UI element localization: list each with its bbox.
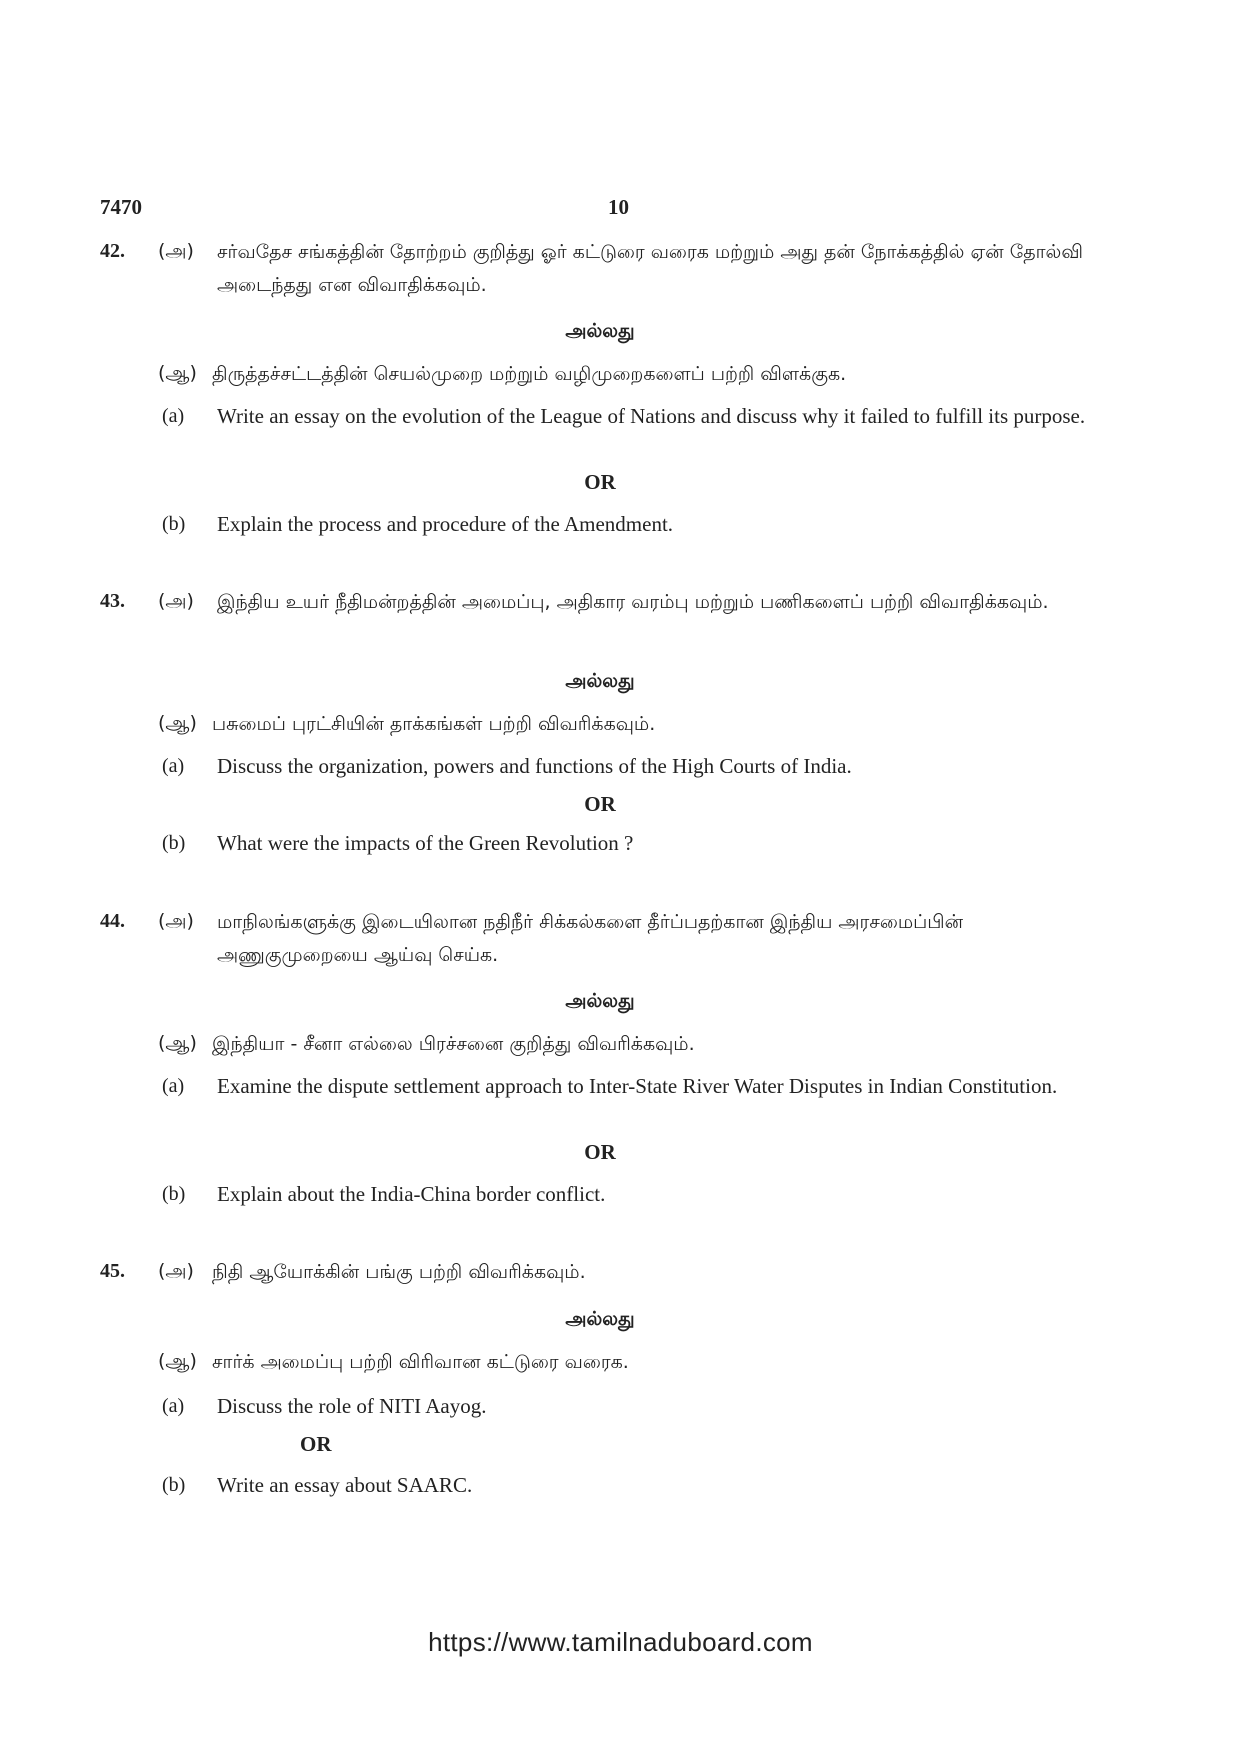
tamil-b-label: (ஆ) [158,362,197,384]
tamil-a-label: (அ) [158,590,194,612]
or-tamil: அல்லது [565,1308,635,1330]
or-english: OR [584,470,616,494]
tamil-b-label: (ஆ) [158,1350,197,1372]
english-a-label: (a) [162,755,185,777]
footer-website-url[interactable]: https://www.tamilnaduboard.com [428,1627,813,1657]
tamil-a-label: (அ) [158,910,194,932]
english-a-label: (a) [162,1075,185,1097]
tamil-b-text: சார்க் அமைப்பு பற்றி விரிவான கட்டுரை வரைக. [212,1351,629,1373]
question-number: 44. [100,910,125,932]
page-header [100,195,1100,225]
question-number: 45. [100,1260,125,1282]
english-a-text: Discuss the role of NITI Aayog. [217,1394,487,1418]
or-english: OR [584,792,616,816]
page-number: 10 [608,195,629,219]
question-45 [100,1260,1100,1510]
english-b-text: What were the impacts of the Green Revolution ? [217,831,634,855]
english-b-text: Explain about the India-China border conflict. [217,1182,606,1206]
or-english: OR [300,1432,332,1456]
tamil-b-label: (ஆ) [158,1032,197,1054]
paper-code: 7470 [100,195,142,219]
question-42 [100,240,1100,540]
english-b-text: Write an essay about SAARC. [217,1473,473,1497]
tamil-b-text: இந்தியா - சீனா எல்லை பிரச்சனை குறித்து விவரிக்கவும். [212,1033,695,1055]
question-number: 42. [100,240,125,262]
english-a-text: Write an essay on the evolution of the League of Nations and discuss why it failed to fulfill its purpose. [217,404,1086,428]
or-tamil: அல்லது [565,670,635,692]
english-b-label: (b) [162,832,186,854]
tamil-a-label: (அ) [158,240,194,262]
or-tamil: அல்லது [565,990,635,1012]
tamil-b-text: திருத்தச்சட்டத்தின் செயல்முறை மற்றும் வழிமுறைகளைப் பற்றி விளக்குக. [212,363,847,385]
tamil-a-text: இந்திய உயர் நீதிமன்றத்தின் அமைப்பு, அதிகார வரம்பு மற்றும் பணிகளைப் பற்றி விவாதிக்கவும். [217,591,1049,613]
tamil-b-label: (ஆ) [158,712,197,734]
tamil-a-text: சர்வதேச சங்கத்தின் தோற்றம் குறித்து ஓர் கட்டுரை வரைக மற்றும் அது தன் நோக்கத்தில் ஏன் தோல்வி அடைந்தது என விவாதிக்கவும். [217,241,1083,296]
english-a-text: Examine the dispute settlement approach to Inter-State River Water Disputes in Indian Constitution. [217,1074,1058,1098]
tamil-a-text: மாநிலங்களுக்கு இடையிலான நதிநீர் சிக்கல்களை தீர்ப்பதற்கான இந்திய அரசமைப்பின் அணுகுமுறையை ஆய்வு செய்க. [217,911,964,966]
english-b-text: Explain the process and procedure of the Amendment. [217,512,674,536]
or-tamil: அல்லது [565,320,635,342]
english-a-label: (a) [162,1395,185,1417]
english-b-label: (b) [162,1474,186,1496]
question-number: 43. [100,590,125,612]
english-a-label: (a) [162,405,185,427]
english-a-text: Discuss the organization, powers and functions of the High Courts of India. [217,754,852,778]
question-43 [100,590,1100,870]
english-b-label: (b) [162,513,186,535]
tamil-b-text: பசுமைப் புரட்சியின் தாக்கங்கள் பற்றி விவரிக்கவும். [212,713,656,735]
or-english: OR [584,1140,616,1164]
tamil-a-text: நிதி ஆயோக்கின் பங்கு பற்றி விவரிக்கவும். [212,1261,586,1283]
tamil-a-label: (அ) [158,1260,194,1282]
question-44 [100,910,1100,1210]
english-b-label: (b) [162,1183,186,1205]
